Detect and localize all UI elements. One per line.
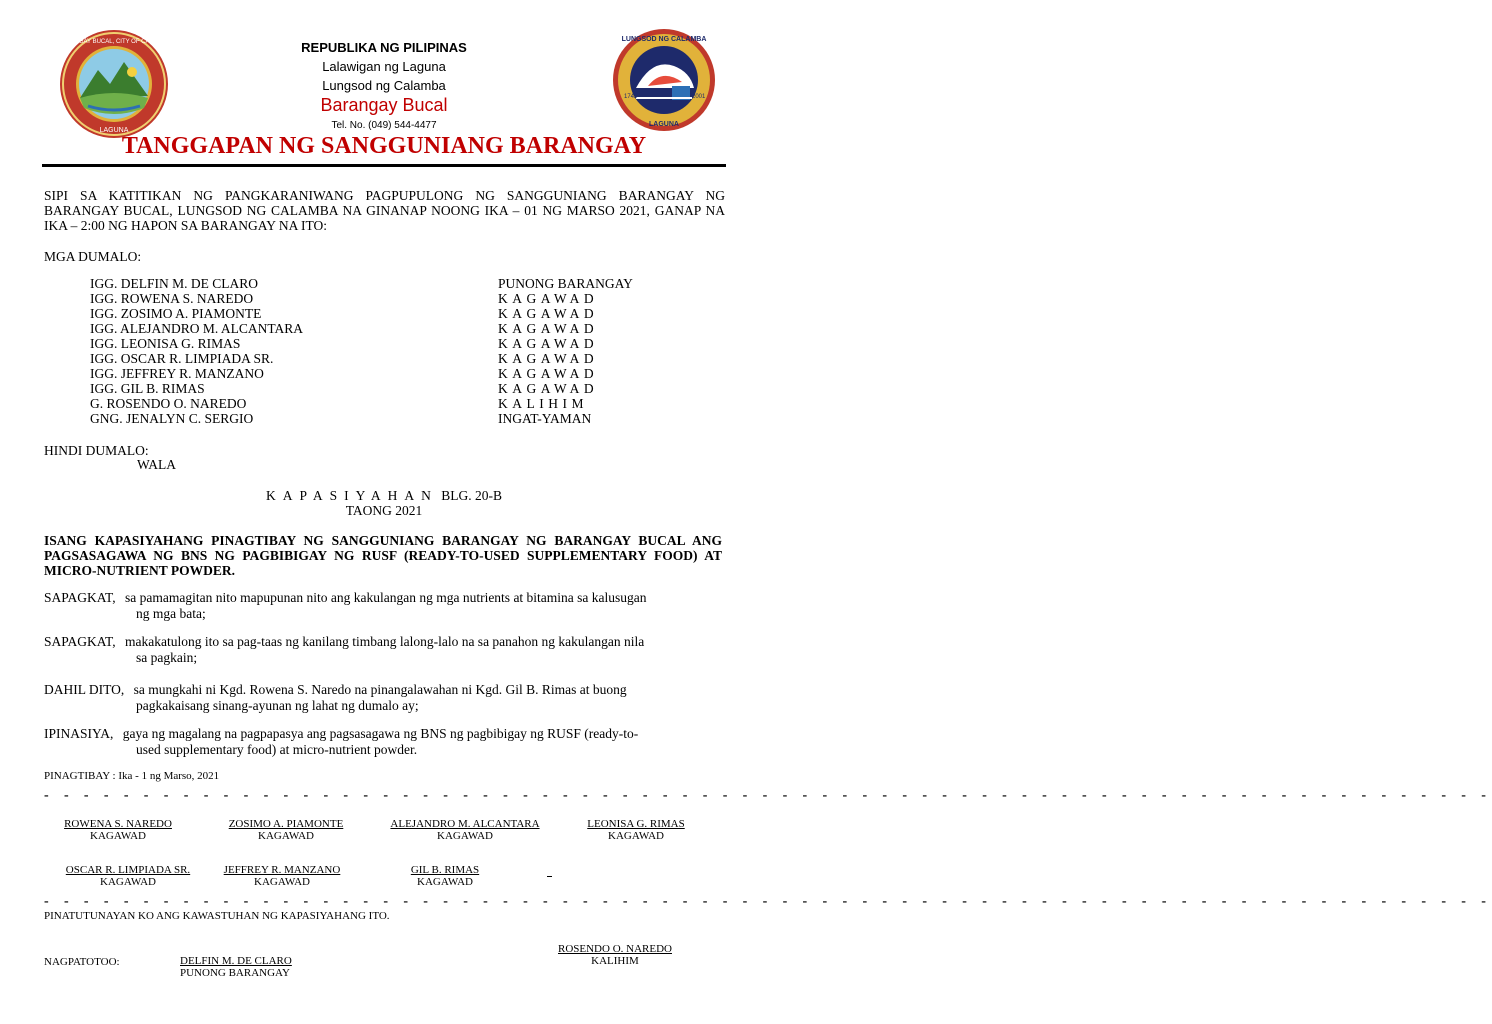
attendee-position: KAGAWAD (498, 336, 599, 351)
resolution-word: KAPASIYAHAN (266, 488, 438, 503)
attendee-position: PUNONG BARANGAY (498, 276, 633, 291)
signatory (566, 818, 706, 842)
clause-label: IPINASIYA, (44, 726, 114, 741)
attendee-position: INGAT-YAMAN (498, 411, 592, 426)
signatory-title: KAGAWAD (437, 830, 493, 842)
clause-text: gaya ng magalang na pagpapasya ang pagsasagawa ng BNS ng pagbibigay ng RUSF (ready-to- (122, 726, 639, 741)
office-title: TANGGAPAN NG SANGGUNIANG BARANGAY (121, 133, 647, 159)
attendee-name: G. ROSENDO O. NAREDO (90, 396, 247, 411)
clause-text-cont: used supplementary food) at micro-nutrient powder. (136, 742, 418, 757)
signatory-title: KAGAWAD (417, 876, 473, 888)
telephone-number: Tel. No. (049) 544-4477 (331, 120, 437, 131)
signatory-name: ZOSIMO A. PIAMONTE (228, 818, 344, 830)
certification-statement: PINATUTUNAYAN KO ANG KAWASTUHAN NG KAPASIYAHANG ITO. (44, 910, 390, 922)
absent-label: HINDI DUMALO: (44, 443, 149, 458)
city-heading: Lungsod ng Calamba (322, 78, 446, 93)
minutes-intro: SIPI SA KATITIKAN NG PANGKARANIWANG PAGPUPULONG NG SANGGUNIANG BARANGAY NG BARANGAY BUCAL, LUNGSOD NG CALAMBA NA GINANAP NOONG IKA – 01 NG MARSO 2021, GANAP NA IKA – 2:00 NG HAPON SA BARANGAY NA ITO: (44, 188, 725, 233)
republic-heading: REPUBLIKA NG PILIPINAS (301, 40, 467, 55)
attendee-position: KAGAWAD (498, 321, 599, 336)
approved-date: PINAGTIBAY : Ika - 1 ng Marso, 2021 (44, 770, 220, 782)
clause-label: DAHIL DITO, (44, 682, 125, 697)
absent-value: WALA (137, 457, 176, 472)
svg-text:LUNGSOD NG CALAMBA: LUNGSOD NG CALAMBA (621, 36, 707, 43)
attendee-position: KAGAWAD (498, 366, 599, 381)
signatory-name: GIL B. RIMAS (410, 864, 480, 876)
resolution-number (0, 488, 768, 503)
attendee-position: KAGAWAD (498, 306, 599, 321)
signatory-name: ALEJANDRO M. ALCANTARA (390, 818, 540, 830)
svg-text:LAGUNA: LAGUNA (649, 121, 679, 128)
clause-text-cont: ng mga bata; (136, 606, 206, 621)
header-divider (42, 164, 726, 167)
attendee-position: KAGAWAD (498, 381, 599, 396)
signatory-name: LEONISA G. RIMAS (587, 818, 685, 830)
clause-text-cont: pagkakaisang sinang-ayunan ng lahat ng dumalo ay; (136, 698, 419, 713)
attendee-name: IGG. DELFIN M. DE CLARO (90, 276, 258, 291)
signatory (216, 818, 356, 842)
signatory-name: DELFIN M. DE CLARO (180, 955, 292, 967)
svg-text:BARANGAY BUCAL, CITY OF CALAMB: BARANGAY BUCAL, CITY OF CALAMBA (58, 39, 170, 45)
attest-label: NAGPATOTOO: (44, 956, 120, 968)
attendee-name: IGG. GIL B. RIMAS (90, 381, 205, 396)
clause-whereas-1 (44, 590, 724, 622)
attendee-name: IGG. ALEJANDRO M. ALCANTARA (90, 321, 304, 336)
clause-whereas-2 (44, 634, 724, 666)
clause-text: sa mungkahi ni Kgd. Rowena S. Naredo na pinangalawahan ni Kgd. Gil B. Rimas at buong (133, 682, 627, 697)
clause-label: SAPAGKAT, (44, 590, 116, 605)
dashed-separator-top: - - - - - - - - - - - - - - - - - - - - - - - - - - - - - - - - - - - - - - - - - - - - - - - - - - - - - - - - - - - - - - - - - - - - - - - - - (44, 788, 1492, 803)
signatory-title: KAGAWAD (90, 830, 146, 842)
dashed-separator-bottom: - - - - - - - - - - - - - - - - - - - - - - - - - - - - - - - - - - - - - - - - - - - - - - - - - - - - - - - - - - - - - - - - - - - - - - - - - (44, 894, 1492, 909)
attendee-name: IGG. ROWENA S. NAREDO (90, 291, 254, 306)
attendee-name: IGG. JEFFREY R. MANZANO (90, 366, 264, 381)
attendee-name: IGG. OSCAR R. LIMPIADA SR. (90, 351, 274, 366)
attendee-name: IGG. LEONISA G. RIMAS (90, 336, 241, 351)
signatory-title: KAGAWAD (254, 876, 310, 888)
clause-resolved (44, 726, 724, 758)
attendee-name: IGG. ZOSIMO A. PIAMONTE (90, 306, 262, 321)
signatory-name: ROWENA S. NAREDO (64, 818, 172, 830)
barangay-heading: Barangay Bucal (320, 95, 448, 115)
secretary-signatory (540, 943, 690, 967)
signatory-title: KAGAWAD (608, 830, 664, 842)
signatory (380, 818, 550, 842)
province-heading: Lalawigan ng Laguna (322, 59, 446, 74)
signatory-name: JEFFREY R. MANZANO (223, 864, 341, 876)
signatory-title: PUNONG BARANGAY (180, 967, 290, 979)
present-label: MGA DUMALO: (44, 249, 142, 264)
blank-signature-line (547, 876, 552, 877)
signatory-name: OSCAR R. LIMPIADA SR. (65, 864, 191, 876)
svg-text:2001: 2001 (692, 94, 706, 100)
resolution-blg: BLG. 20-B (441, 488, 502, 503)
clause-text: makakatulong ito sa pag-taas ng kanilang timbang lalong-lalo na sa panahon ng kakulangan nila (125, 634, 645, 649)
clause-text: sa pamamagitan nito mapupunan nito ang kakulangan ng mga nutrients at bitamina sa kalusugan (125, 590, 647, 605)
signatory-name: ROSENDO O. NAREDO (558, 943, 672, 955)
attendee-position: KAGAWAD (498, 351, 599, 366)
signatory (48, 818, 188, 842)
svg-text:1742: 1742 (624, 94, 638, 100)
attendee-position: KALIHIM (498, 396, 588, 411)
clause-therefore (44, 682, 724, 714)
signatory-title: KAGAWAD (258, 830, 314, 842)
attest-signatory (180, 955, 292, 979)
signatory (390, 864, 500, 888)
resolution-year: TAONG 2021 (345, 503, 423, 518)
svg-text:LAGUNA: LAGUNA (99, 127, 129, 134)
clause-label: SAPAGKAT, (44, 634, 116, 649)
signatory (58, 864, 198, 888)
resolution-title: ISANG KAPASIYAHANG PINAGTIBAY NG SANGGUNIANG BARANGAY NG BARANGAY BUCAL ANG PAGSASAGAWA NG BNS NG PAGBIBIGAY NG RUSF (READY-TO-USED SUPPLEMENTARY FOOD) AT MICRO-NUTRIENT POWDER. (44, 533, 722, 578)
clause-text-cont: sa pagkain; (136, 650, 198, 665)
attendee-name: GNG. JENALYN C. SERGIO (90, 411, 254, 426)
signatory (212, 864, 352, 888)
signatory-title: KAGAWAD (100, 876, 156, 888)
attendee-position: KAGAWAD (498, 291, 599, 306)
signatory-title: KALIHIM (591, 955, 639, 967)
